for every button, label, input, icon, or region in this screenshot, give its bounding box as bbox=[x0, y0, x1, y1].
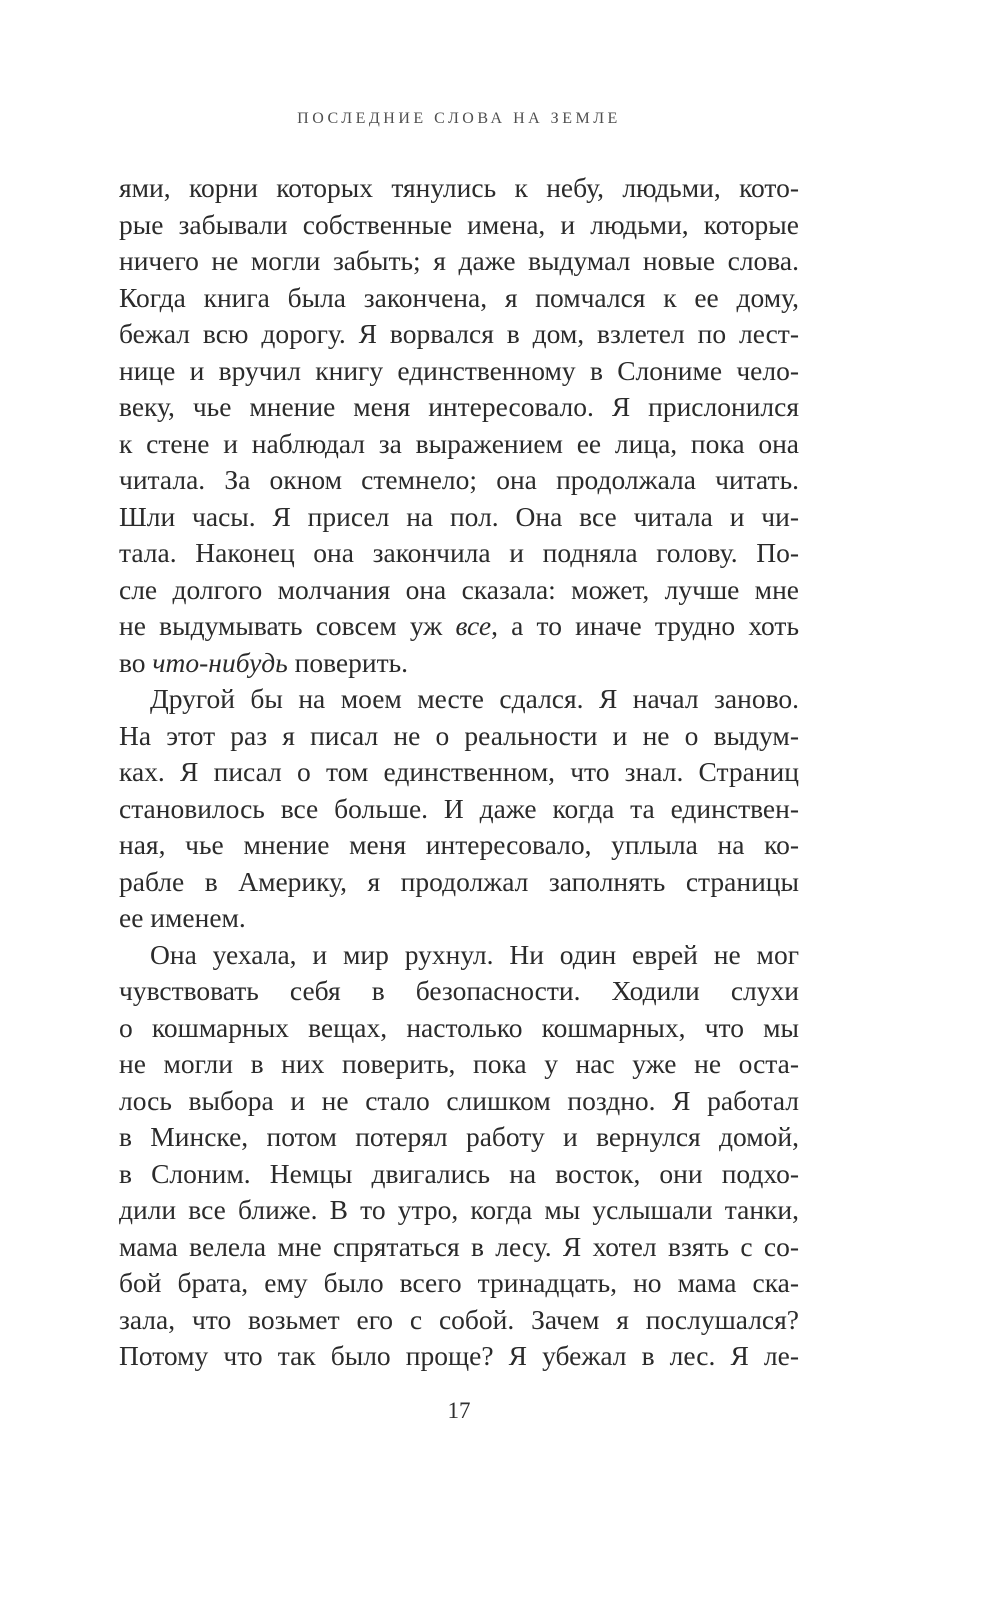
text-line: Шли часы. Я присел на пол. Она все читала и чи- bbox=[119, 500, 799, 532]
text-line: рабле в Америку, я продолжал заполнять страницы bbox=[119, 865, 799, 897]
text-line: зала, что возьмет его с собой. Зачем я послушался? bbox=[119, 1303, 799, 1335]
text-line: в Слоним. Немцы двигались на восток, они подхо- bbox=[119, 1157, 799, 1189]
text-line: не выдумывать совсем уж все, а то иначе трудно хоть bbox=[119, 610, 799, 641]
text-line: в Минске, потом потерял работу и вернулся домой, bbox=[119, 1121, 799, 1152]
text-line: бой брата, ему было всего тринадцать, но мама ска- bbox=[119, 1267, 799, 1298]
text-line: рые забывали собственные имена, и людьми, которые bbox=[119, 208, 799, 240]
text-line: чувствовать себя в безопасности. Ходили слухи bbox=[119, 975, 799, 1006]
text-line: тала. Наконец она закончила и подняла голову. По- bbox=[119, 537, 799, 568]
text-line: ее именем. bbox=[119, 902, 246, 933]
text-line: ничего не могли забыть; я даже выдумал новые слова. bbox=[119, 245, 799, 276]
text-line: Когда книга была закончена, я помчался к ее дому, bbox=[119, 281, 799, 313]
text-line: дили все ближе. В то утро, когда мы услышали танки, bbox=[119, 1194, 799, 1225]
text-line: веку, чье мнение меня интересовало. Я прислонился bbox=[119, 391, 799, 422]
text-line: ках. Я писал о том единственном, что знал. Страниц bbox=[119, 756, 799, 787]
text-line: мама велела мне спрятаться в лесу. Я хотел взять с со- bbox=[119, 1230, 799, 1262]
running-head: ПОСЛЕДНИЕ СЛОВА НА ЗЕМЛЕ bbox=[297, 110, 621, 127]
text-line: во что-нибудь поверить. bbox=[119, 646, 409, 678]
paragraph bbox=[119, 681, 799, 937]
text-block bbox=[119, 170, 799, 1375]
text-line: становилось все больше. И даже когда та единствен- bbox=[119, 792, 799, 824]
text-line: ями, корни которых тянулись к небу, людьми, кото- bbox=[119, 172, 799, 203]
text-line: о кошмарных вещах, настолько кошмарных, что мы bbox=[119, 1011, 799, 1043]
text-line: к стене и наблюдал за выражением ее лица, пока она bbox=[119, 427, 799, 459]
text-line: читала. За окном стемнело; она продолжала читать. bbox=[119, 464, 799, 495]
text-line: Потому что так было проще? Я убежал в лес. Я ле- bbox=[119, 1340, 799, 1371]
page-number: 17 bbox=[447, 1398, 471, 1423]
text-line: Другой бы на моем месте сдался. Я начал заново. bbox=[150, 683, 799, 714]
text-line: Она уехала, и мир рухнул. Ни один еврей не мог bbox=[150, 938, 799, 970]
text-line: лось выбора и не стало слишком поздно. Я работал bbox=[119, 1084, 799, 1116]
text-line: бежал всю дорогу. Я ворвался в дом, взлетел по лест- bbox=[119, 318, 799, 349]
text-line: ная, чье мнение меня интересовало, уплыла на ко- bbox=[119, 829, 799, 860]
text-line: нице и вручил книгу единственному в Слониме чело- bbox=[119, 354, 799, 386]
text-line: сле долгого молчания она сказала: может, лучше мне bbox=[119, 573, 799, 605]
paragraph bbox=[119, 170, 799, 681]
paragraph bbox=[119, 937, 799, 1375]
text-line: На этот раз я писал не о реальности и не о выдум- bbox=[119, 719, 799, 751]
text-line: не могли в них поверить, пока у нас уже не оста- bbox=[119, 1048, 799, 1079]
